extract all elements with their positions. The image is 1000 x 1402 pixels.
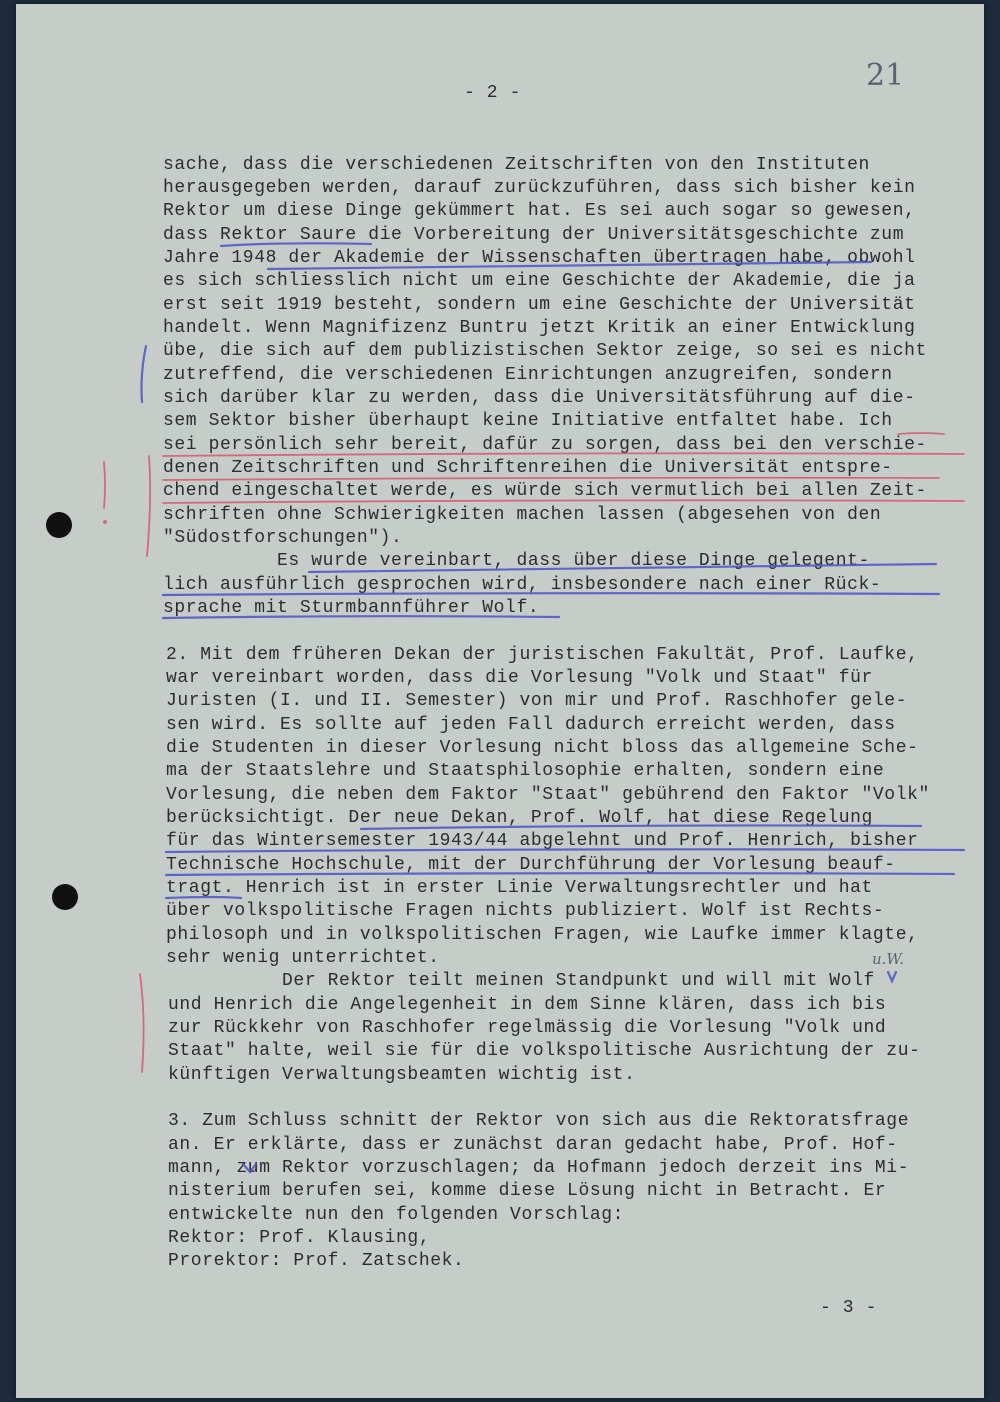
text-line: zutreffend, die verschiedenen Einrichtungen anzugreifen, sondern (163, 365, 893, 385)
text-line: ma der Staatslehre und Staatsphilosophie erhalten, sondern eine (166, 761, 885, 781)
text-line: und Henrich die Angelegenheit in dem Sinne klären, dass ich bis (168, 995, 887, 1015)
blue-underline (166, 897, 241, 898)
text-line: erst seit 1919 besteht, sondern um eine Geschichte der Universität (163, 295, 916, 315)
document-page (16, 4, 984, 1398)
red-exclamation (104, 462, 105, 508)
red-exclamation-dot (103, 520, 107, 524)
text-line: Technische Hochschule, mit der Durchführung der Vorlesung beauf- (166, 855, 896, 875)
text-line: übe, die sich auf dem publizistischen Sektor zeige, so sei es nicht (163, 341, 927, 361)
text-line: die Studenten in dieser Vorlesung nicht bloss das allgemeine Sche- (166, 738, 919, 758)
handwritten-folio-number: 21 (866, 58, 905, 93)
text-line: "Südostforschungen"). (163, 528, 403, 548)
text-line: sprache mit Sturmbannführer Wolf. (163, 598, 540, 618)
text-line: tragt. Henrich ist in erster Linie Verwaltungsrechtler und hat (166, 878, 873, 898)
blue-underline (163, 593, 939, 595)
text-line: für das Wintersemester 1943/44 abgelehnt und Prof. Henrich, bisher (166, 831, 919, 851)
text-line: sache, dass die verschiedenen Zeitschriften von den Instituten (163, 155, 870, 175)
text-line: nisterium berufen sei, komme diese Lösung nicht in Betracht. Er (168, 1181, 887, 1201)
text-line: berücksichtigt. Der neue Dekan, Prof. Wolf, hat diese Regelung (166, 808, 873, 828)
text-line: Jahre 1948 der Akademie der Wissenschaften übertragen habe, obwohl (163, 248, 916, 268)
text-line: handelt. Wenn Magnifizenz Buntru jetzt Kritik an einer Entwicklung (163, 318, 916, 338)
text-line: es sich schliesslich nicht um eine Geschichte der Akademie, die ja (163, 271, 916, 291)
text-line: herausgegeben werden, darauf zurückzuführen, dass sich bisher kein (163, 178, 916, 198)
handwritten-insertion: u.W. (872, 950, 904, 968)
text-line: Rektor um diese Dinge gekümmert hat. Es sei auch sogar so gewesen, (163, 201, 916, 221)
text-line: denen Zeitschriften und Schriftenreihen die Universität entspre- (163, 458, 893, 478)
blue-underline (309, 564, 936, 572)
text-line: mann, zum Rektor vorzuschlagen; da Hofmann jedoch derzeit ins Mi- (168, 1158, 910, 1178)
red-underline (163, 478, 939, 480)
blue-underline (163, 616, 559, 618)
red-margin-line (147, 456, 150, 556)
text-line: philosoph und in volkspolitischen Fragen, wie Laufke immer klagte, (166, 925, 919, 945)
blue-underline (166, 849, 964, 852)
text-line: 2. Mit dem früheren Dekan der juristischen Fakultät, Prof. Laufke, (166, 645, 919, 665)
text-line: chend eingeschaltet werde, es würde sich vermutlich bei allen Zeit- (163, 481, 927, 501)
blue-underline (268, 262, 871, 269)
text-line: Der Rektor teilt meinen Standpunkt und will mit Wolf (168, 971, 875, 991)
text-line: sich darüber klar zu werden, dass die Universitätsführung auf die- (163, 388, 916, 408)
text-line: sem Sektor bisher überhaupt keine Initiative entfaltet habe. Ich (163, 411, 893, 431)
text-line: über volkspolitische Fragen nichts publiziert. Wolf ist Rechts- (166, 901, 885, 921)
text-line: Prorektor: Prof. Zatschek. (168, 1251, 465, 1271)
blue-margin-line (142, 346, 147, 402)
text-line: sen wird. Es sollte auf jeden Fall dadurch erreicht werden, dass (166, 715, 896, 735)
text-line: entwickelte nun den folgenden Vorschlag: (168, 1205, 625, 1225)
text-line: war vereinbart worden, dass die Vorlesung "Volk und Staat" für (166, 668, 873, 688)
blue-caret (888, 972, 896, 981)
text-line: 3. Zum Schluss schnitt der Rektor von sich aus die Rektoratsfrage (168, 1111, 910, 1131)
next-page-marker: - 3 - (820, 1298, 878, 1318)
text-line: Staat" halte, weil sie für die volkspolitische Ausrichtung der zu- (168, 1041, 921, 1061)
text-line: Juristen (I. und II. Semester) von mir und Prof. Raschhofer gele- (166, 691, 908, 711)
blue-underline (361, 825, 921, 829)
text-line: Vorlesung, die neben dem Faktor "Staat" gebührend den Faktor "Volk" (166, 785, 930, 805)
red-underline (898, 433, 944, 434)
blue-caret (243, 1164, 256, 1172)
blue-underline (166, 873, 954, 875)
text-line: lich ausführlich gesprochen wird, insbesondere nach einer Rück- (163, 575, 882, 595)
red-underline (163, 453, 964, 456)
text-line: künftigen Verwaltungsbeamten wichtig ist. (168, 1065, 636, 1085)
text-line: Rektor: Prof. Klausing, (168, 1228, 431, 1248)
text-line: an. Er erklärte, dass er zunächst daran gedacht habe, Prof. Hof- (168, 1135, 898, 1155)
text-line: sehr wenig unterrichtet. (166, 948, 440, 968)
blue-underline (221, 243, 371, 246)
text-line: sei persönlich sehr bereit, dafür zu sorgen, dass bei den verschie- (163, 435, 927, 455)
text-line: zur Rückkehr von Raschhofer regelmässig die Vorlesung "Volk und (168, 1018, 887, 1038)
text-line: schriften ohne Schwierigkeiten machen lassen (abgesehen von den (163, 505, 882, 525)
page-number-top: - 2 - (464, 83, 522, 103)
text-line: dass Rektor Saure die Vorbereitung der Universitätsgeschichte zum (163, 225, 905, 245)
red-margin-line (140, 974, 144, 1072)
text-line: Es wurde vereinbart, dass über diese Dinge gelegent- (163, 551, 870, 571)
red-underline (163, 500, 964, 503)
pencil-annotations (16, 4, 984, 1398)
